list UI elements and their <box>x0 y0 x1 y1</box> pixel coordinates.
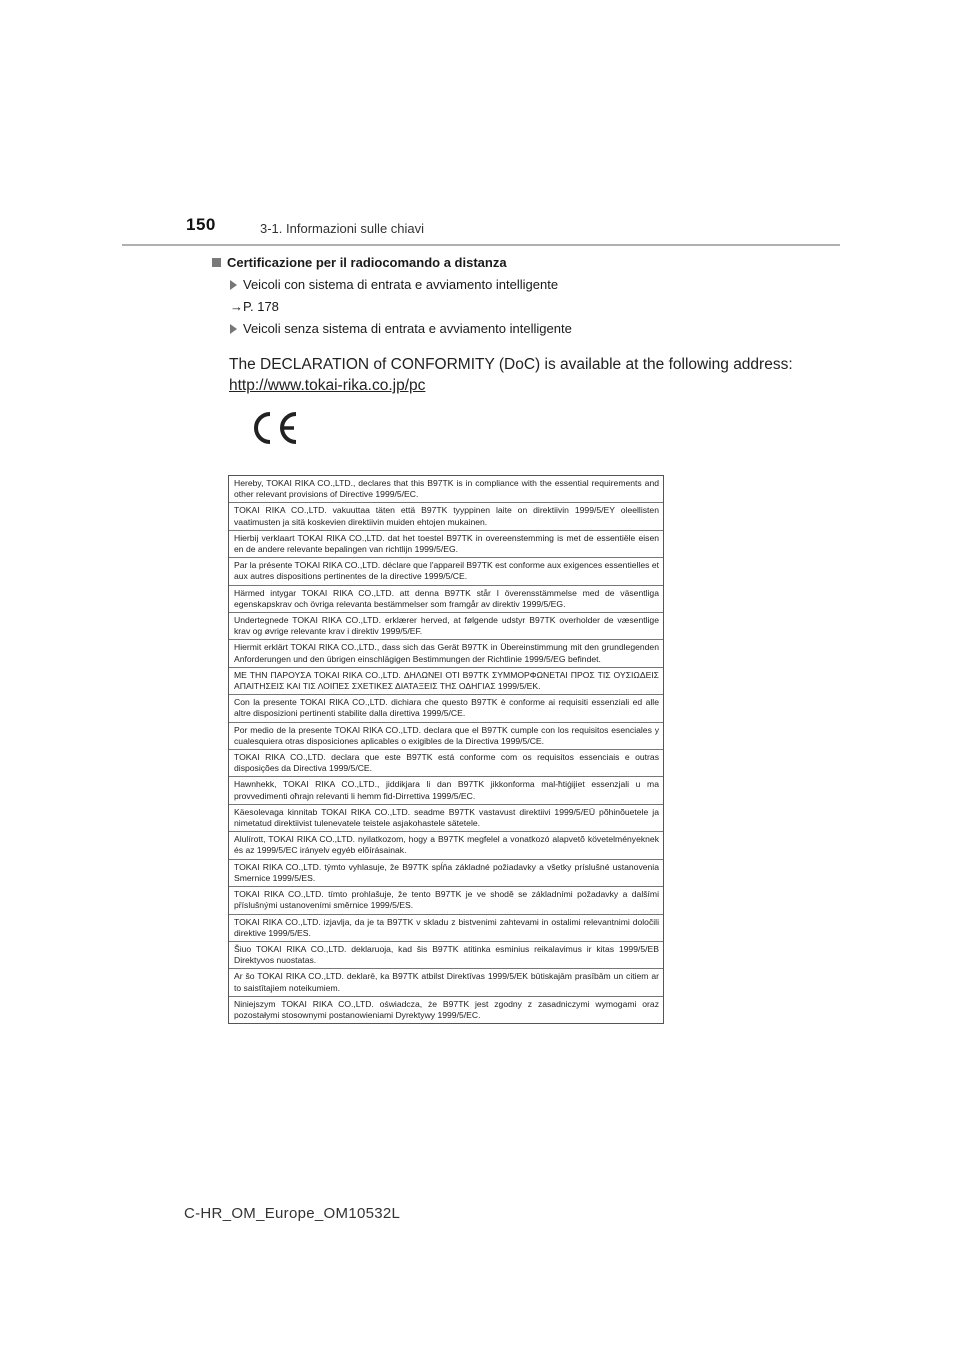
triangle-right-icon <box>230 324 237 334</box>
declarations-table <box>228 475 664 1024</box>
declaration-row: Por medio de la presente TOKAI RIKA CO.,LTD. declara que el B97TK cumple con los requisitos esenciales y cualesquiera otras disposiciones aplicables o exigibles de la Directiva 1999/5/CE. <box>229 723 663 750</box>
section-heading <box>212 255 507 270</box>
declaration-row: TOKAI RIKA CO.,LTD. tímto prohlašuje, že tento B97TK je ve shodě se základními požadavky a dalšími příslušnými ustanoveními směrnice 1999/5/ES. <box>229 887 663 914</box>
section-heading-text: Certificazione per il radiocomando a distanza <box>227 255 507 270</box>
declaration-row: Ar šo TOKAI RIKA CO.,LTD. deklarē, ka B97TK atbilst Direktīvas 1999/5/EK būtiskajām prasībām un citiem ar to saistītajiem noteikumiem. <box>229 969 663 996</box>
declaration-row: TOKAI RIKA CO.,LTD. týmto vyhlasuje, že B97TK spĺňa základné požiadavky a všetky príslušné ustanovenia Smernice 1999/5/ES. <box>229 860 663 887</box>
page-reference: →P. 178 <box>230 299 279 314</box>
bullet-smart-entry <box>230 277 558 292</box>
doc-url-link[interactable]: http://www.tokai-rika.co.jp/pc <box>229 377 426 394</box>
declaration-row: TOKAI RIKA CO.,LTD. izjavlja, da je ta B97TK v skladu z bistvenimi zahtevami in ostalimi relevantnimi določili direktive 1999/5/ES. <box>229 915 663 942</box>
ce-mark-icon <box>248 408 300 448</box>
declaration-row: Hawnhekk, TOKAI RIKA CO.,LTD., jiddikjara li dan B97TK jikkonforma mal-ħtiġijiet essenzjali u ma provvedimenti oħrajn relevanti li hemm fid-Dirrettiva 1999/5/EC. <box>229 777 663 804</box>
declaration-row: Hierbij verklaart TOKAI RIKA CO.,LTD. dat het toestel B97TK in overeenstemming is met de essentiële eisen en de andere relevante bepalingen van richtlijn 1999/5/EG. <box>229 531 663 558</box>
declaration-row: ΜΕ ΤΗΝ ΠΑΡΟΥΣΑ TOKAI RIKA CO.,LTD. ΔΗΛΩΝΕΙ ΟΤΙ B97TK ΣΥΜΜΟΡΦΩΝΕΤΑΙ ΠΡΟΣ ΤΙΣ ΟΥΣΙΩΔΕΙΣ ΑΠΑΙΤΗΣΕΙΣ ΚΑΙ ΤΙΣ ΛΟΙΠΕΣ ΣΧΕΤΙΚΕΣ ΔΙΑΤΑΞΕΙΣ ΤΗΣ ΟΔΗΓΙΑΣ 1999/5/ΕΚ. <box>229 668 663 695</box>
declaration-row: Con la presente TOKAI RIKA CO.,LTD. dichiara che questo B97TK è conforme ai requisiti essenziali ed alle altre disposizioni pertinenti stabilite dalla direttiva 1999/5/CE. <box>229 695 663 722</box>
document-code: C-HR_OM_Europe_OM10532L <box>184 1205 401 1222</box>
doc-notice: The DECLARATION of CONFORMITY (DoC) is available at the following address: <box>229 356 793 373</box>
declaration-row: TOKAI RIKA CO.,LTD. declara que este B97TK está conforme com os requisitos essenciais e outras disposições da Directiva 1999/5/CE. <box>229 750 663 777</box>
declaration-row: TOKAI RIKA CO.,LTD. vakuuttaa täten että B97TK tyyppinen laite on direktiivin 1999/5/EY oleellisten vaatimusten ja sitä koskevien direktiivin muiden ehtojen mukainen. <box>229 503 663 530</box>
declaration-row: Niniejszym TOKAI RIKA CO.,LTD. oświadcza, że B97TK jest zgodny z zasadniczymi wymogami oraz pozostałymi stosownymi postanowieniami Dyrektywy 1999/5/EC. <box>234 998 659 1020</box>
declaration-row: Käesolevaga kinnitab TOKAI RIKA CO.,LTD. seadme B97TK vastavust direktiivi 1999/5/EÜ põhinõuetele ja nimetatud direktiivist tulenevatele teistele asjakohastele sätetele. <box>229 805 663 832</box>
bullet-text: Veicoli senza sistema di entrata e avviamento intelligente <box>243 321 572 336</box>
triangle-right-icon <box>230 280 237 290</box>
header-divider <box>122 244 840 246</box>
declaration-row: Hiermit erklärt TOKAI RIKA CO.,LTD., dass sich das Gerät B97TK in Übereinstimmung mit den grundlegenden Anforderungen und den übrigen einschlägigen Bestimmungen der Richtlinie 1999/5/EG befindet. <box>229 640 663 667</box>
section-title: 3-1. Informazioni sulle chiavi <box>260 221 425 236</box>
bullet-text: Veicoli con sistema di entrata e avviamento intelligente <box>243 277 559 292</box>
square-icon <box>212 258 221 267</box>
declaration-row: Hereby, TOKAI RIKA CO.,LTD., declares that this B97TK is in compliance with the essential requirements and other relevant provisions of Directive 1999/5/EC. <box>229 476 663 503</box>
declaration-row: Härmed intygar TOKAI RIKA CO.,LTD. att denna B97TK står I överensstämmelse med de väsentliga egenskapskrav och övriga relevanta bestämmelser som framgår av direktiv 1999/5/EG. <box>229 586 663 613</box>
declaration-row: Par la présente TOKAI RIKA CO.,LTD. déclare que l'appareil B97TK est conforme aux exigences essentielles et aux autres dispositions pertinentes de la directive 1999/5/CE. <box>229 558 663 585</box>
declaration-row: Alulírott, TOKAI RIKA CO.,LTD. nyilatkozom, hogy a B97TK megfelel a vonatkozó alapvetõ követelményeknek és az 1999/5/EC irányelv egyéb elõírásainak. <box>229 832 663 859</box>
page-number: 150 <box>186 215 216 234</box>
bullet-no-smart-entry <box>230 321 572 336</box>
declaration-row: Šiuo TOKAI RIKA CO.,LTD. deklaruoja, kad šis B97TK atitinka esminius reikalavimus ir kitas 1999/5/EB Direktyvos nuostatas. <box>229 942 663 969</box>
declaration-row: Undertegnede TOKAI RIKA CO.,LTD. erklærer herved, at følgende udstyr B97TK overholder de væsentlige krav og øvrige relevante krav i direktiv 1999/5/EF. <box>229 613 663 640</box>
